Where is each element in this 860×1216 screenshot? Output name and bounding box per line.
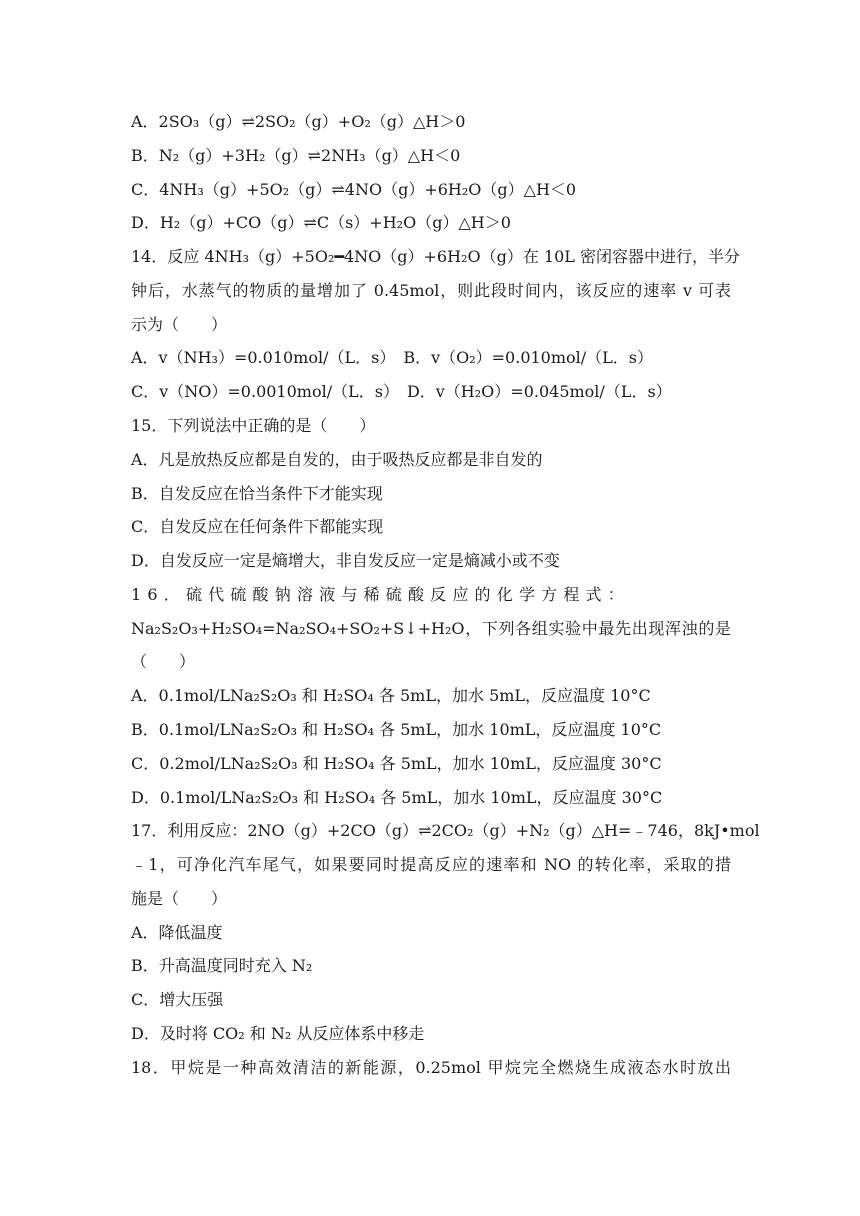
q16-stem-line-1: 16．硫代硫酸钠溶液与稀硫酸反应的化学方程式： (131, 585, 630, 604)
q15-option-d: D．自发反应一定是熵增大，非自发反应一定是熵减小或不变 (131, 551, 560, 570)
q16-option-d: D．0.1mol/LNa₂S₂O₃ 和 H₂SO₄ 各 5mL，加水 10mL，反应温度 30°C (131, 788, 663, 807)
q16-option-b: B．0.1mol/LNa₂S₂O₃ 和 H₂SO₄ 各 5mL，加水 10mL，反应温度 10°C (131, 720, 662, 739)
q16-option-c: C．0.2mol/LNa₂S₂O₃ 和 H₂SO₄ 各 5mL，加水 10mL，反应温度 30°C (131, 754, 662, 773)
q15-option-c: C．自发反应在任何条件下都能实现 (131, 517, 384, 536)
q15-option-b: B．自发反应在恰当条件下才能实现 (131, 484, 383, 503)
q17-stem-line-3: 施是（ ） (131, 889, 228, 908)
q17-option-d: D．及时将 CO₂ 和 N₂ 从反应体系中移走 (131, 1024, 425, 1043)
q14-options-cd: C．v（NO）=0.0010mol/（L．s） D．v（H₂O）=0.045mol/（L．s） (131, 382, 672, 401)
q13-option-a: A．2SO₃（g）⇌2SO₂（g）+O₂（g）△H＞0 (131, 112, 466, 131)
q14-options-ab: A．v（NH₃）=0.010mol/（L．s） B．v（O₂）=0.010mol/（L．s） (131, 348, 654, 367)
q17-option-a: A．降低温度 (131, 923, 223, 942)
q14-stem-line-1: 14．反应 4NH₃（g）+5O₂━4NO（g）+6H₂O（g）在 10L 密闭容器中进行，半分 (131, 247, 740, 266)
q16-option-a: A．0.1mol/LNa₂S₂O₃ 和 H₂SO₄ 各 5mL，加水 5mL，反应温度 10°C (131, 686, 651, 705)
q15-option-a: A．凡是放热反应都是自发的，由于吸热反应都是非自发的 (131, 450, 543, 469)
q13-option-d: D．H₂（g）+CO（g）⇌C（s）+H₂O（g）△H＞0 (131, 213, 511, 232)
q17-stem-line-1: 17．利用反应：2NO（g）+2CO（g）⇌2CO₂（g）+N₂（g）△H=﹣746，8kJ•mol (131, 821, 760, 840)
q17-option-c: C．增大压强 (131, 990, 224, 1009)
q16-stem-line-3: （ ） (131, 652, 196, 671)
q18-stem-line-1: 18．甲烷是一种高效清洁的新能源，0.25mol 甲烷完全燃烧生成液态水时放出 (131, 1058, 731, 1077)
q17-stem-line-2: ﹣1，可净化汽车尾气，如果要同时提高反应的速率和 NO 的转化率，采取的措 (131, 855, 731, 874)
q13-option-c: C．4NH₃（g）+5O₂（g）⇌4NO（g）+6H₂O（g）△H＜0 (131, 180, 577, 199)
q14-stem-line-3: 示为（ ） (131, 315, 228, 334)
q14-stem-line-2: 钟后，水蒸气的物质的量增加了 0.45mol，则此段时间内，该反应的速率 v 可表 (131, 281, 731, 300)
q15-stem: 15．下列说法中正确的是（ ） (131, 416, 376, 435)
q16-stem-line-2: Na₂S₂O₃+H₂SO₄=Na₂SO₄+SO₂+S↓+H₂O，下列各组实验中最先出现浑浊的是 (131, 619, 731, 638)
q13-option-b: B．N₂（g）+3H₂（g）⇌2NH₃（g）△H＜0 (131, 146, 461, 165)
q17-option-b: B．升高温度同时充入 N₂ (131, 956, 313, 975)
